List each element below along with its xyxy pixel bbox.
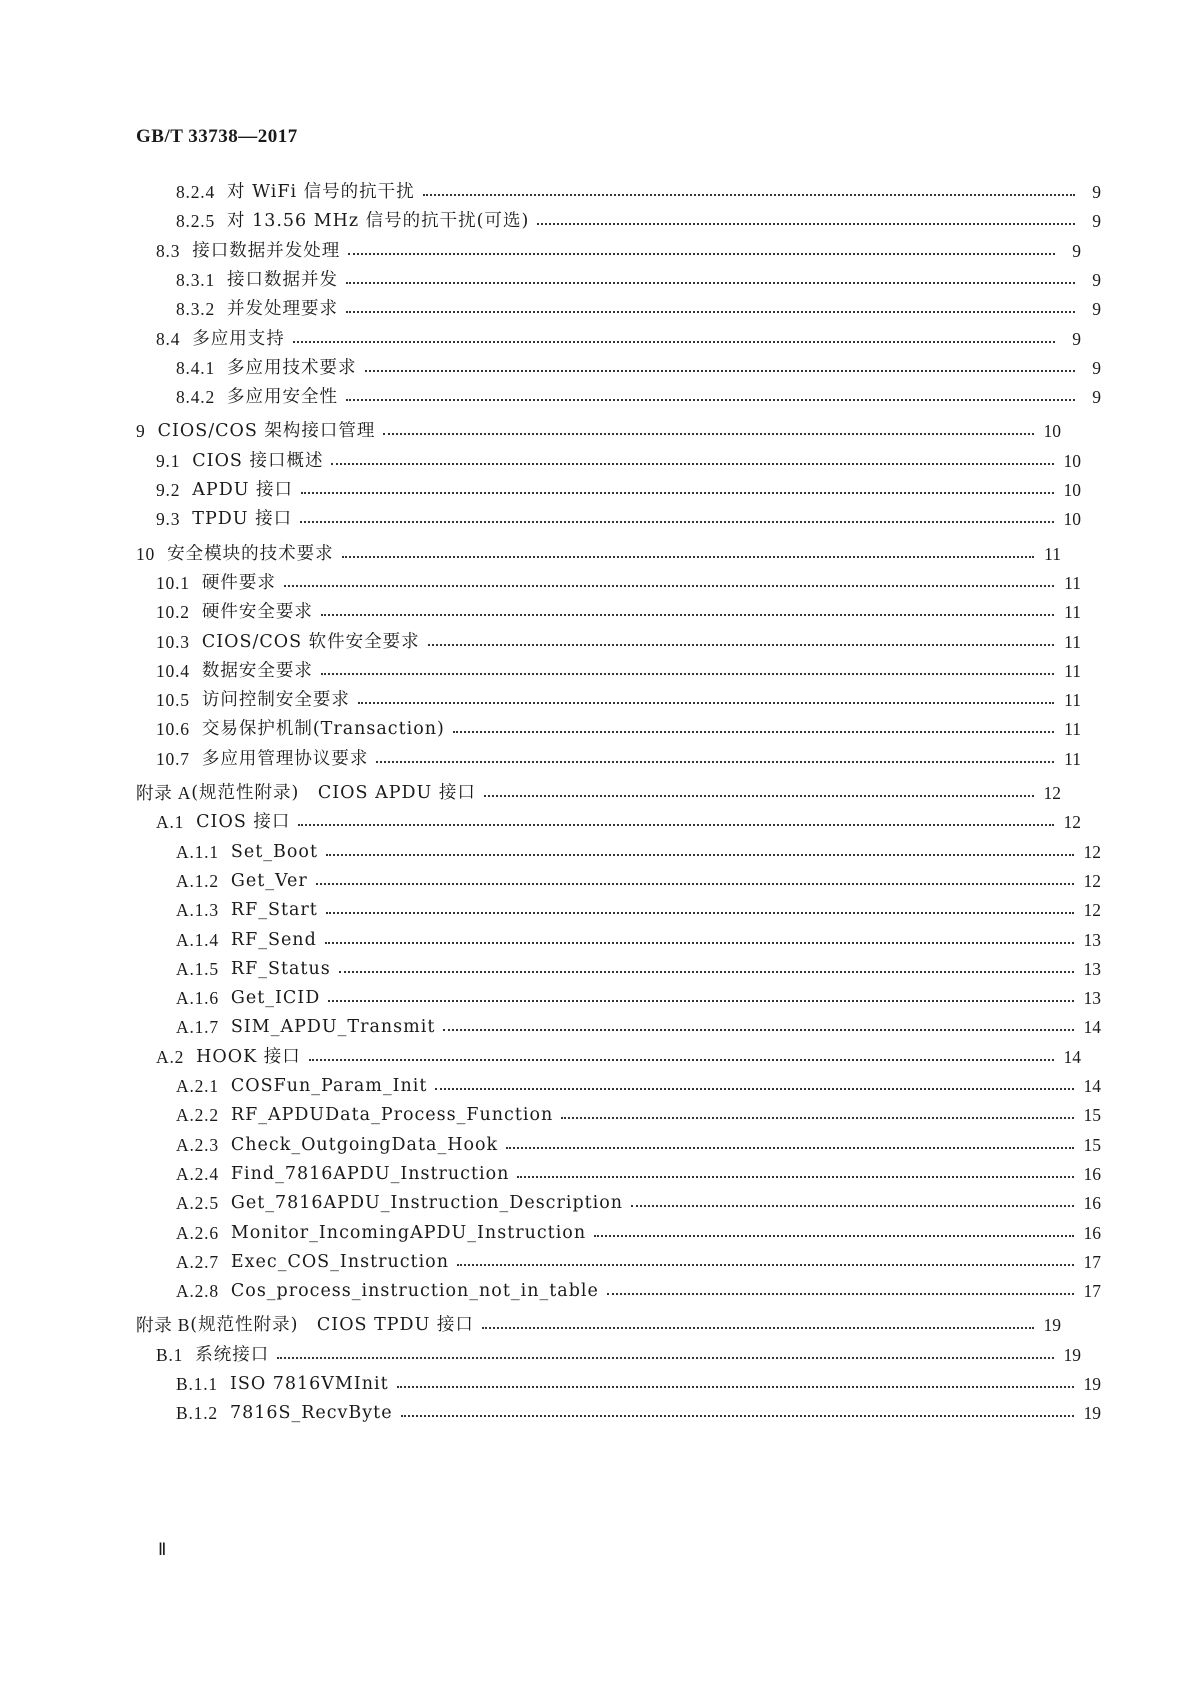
- document-id-header: [136, 126, 298, 148]
- toc-entry-page: 12: [1043, 783, 1061, 803]
- dot-leader: [594, 1218, 1073, 1248]
- toc-entry-number: 8.3.1: [176, 269, 215, 290]
- toc-entry-number: 10.6: [156, 719, 190, 740]
- toc-entry-page: 9: [1072, 240, 1081, 261]
- toc-entry[interactable]: [136, 1310, 1061, 1340]
- toc-entry-title: Cos_process_instruction_not_in_table: [230, 1281, 599, 1302]
- toc-entry-title: HOOK 接口: [196, 1046, 301, 1067]
- toc-entry[interactable]: [136, 1042, 1081, 1072]
- dot-leader: [277, 1340, 1053, 1370]
- toc-entry-title: (规范性附录) CIOS APDU 接口: [191, 783, 476, 803]
- toc-entry-title: 交易保护机制(Transaction): [201, 719, 445, 740]
- toc-entry[interactable]: [136, 324, 1081, 354]
- toc-entry[interactable]: [136, 1340, 1081, 1370]
- toc-entry-page: 11: [1064, 719, 1081, 740]
- document-id: GB/T 33738—2017: [136, 126, 298, 147]
- toc-entry-title: 多应用支持: [192, 328, 285, 349]
- toc-entry[interactable]: [136, 656, 1081, 686]
- toc-entry[interactable]: [136, 539, 1061, 569]
- dot-leader: [342, 539, 1035, 569]
- toc-entry-number: 8.2.5: [176, 211, 215, 232]
- dot-leader: [506, 1130, 1073, 1160]
- toc-entry[interactable]: [136, 925, 1101, 955]
- dot-leader: [453, 714, 1054, 744]
- toc-entry[interactable]: [136, 353, 1101, 383]
- toc-entry-title: Get_ICID: [230, 988, 321, 1009]
- toc-entry-number: 10.5: [156, 690, 190, 711]
- toc-entry-title: 系统接口: [195, 1344, 270, 1365]
- toc-entry-number: 9.2: [156, 480, 181, 500]
- toc-entry[interactable]: [136, 685, 1081, 715]
- dot-leader: [301, 475, 1053, 505]
- toc-entry[interactable]: [136, 1012, 1101, 1042]
- toc-entry-number: 10.1: [156, 572, 190, 593]
- toc-entry-page: 14: [1083, 1017, 1101, 1038]
- toc-entry-number: A.1: [156, 812, 185, 833]
- dot-leader: [397, 1369, 1074, 1399]
- toc-entry-page: 19: [1043, 1315, 1061, 1336]
- dot-leader: [561, 1100, 1073, 1130]
- toc-entry-page: 9: [1092, 357, 1101, 378]
- dot-leader: [331, 446, 1053, 476]
- toc-entry-number: 10.2: [156, 602, 190, 623]
- toc-entry-number: A.1.3: [176, 900, 219, 921]
- toc-entry-title: Exec_COS_Instruction: [230, 1251, 449, 1272]
- toc-entry[interactable]: [136, 807, 1081, 837]
- toc-entry-page: 12: [1083, 900, 1101, 921]
- toc-entry[interactable]: [136, 1276, 1101, 1306]
- dot-leader: [537, 206, 1075, 236]
- toc-entry-title: RF_Send: [230, 929, 317, 950]
- toc-entry-number: 9.1: [156, 450, 181, 471]
- toc-entry-number: A.2.2: [176, 1105, 219, 1126]
- toc-entry[interactable]: [136, 475, 1081, 505]
- dot-leader: [339, 954, 1074, 984]
- toc-entry[interactable]: [136, 568, 1081, 598]
- toc-entry-page: 13: [1083, 988, 1101, 1009]
- toc-entry-page: 12: [1083, 841, 1101, 862]
- toc-entry-title: APDU 接口: [192, 480, 294, 500]
- toc-entry-number: A.2.8: [176, 1281, 219, 1302]
- toc-entry-number: 8.4: [156, 328, 181, 349]
- toc-entry-page: 15: [1083, 1105, 1101, 1126]
- dot-leader: [607, 1276, 1074, 1306]
- toc-entry-page: 16: [1083, 1163, 1101, 1184]
- toc-entry[interactable]: [136, 382, 1101, 412]
- dot-leader: [517, 1159, 1073, 1189]
- dot-leader: [365, 353, 1076, 383]
- dot-leader: [484, 778, 1034, 808]
- dot-leader: [298, 807, 1053, 837]
- toc-entry-page: 19: [1063, 1344, 1081, 1365]
- toc-entry-page: 17: [1083, 1281, 1101, 1302]
- toc-entry-number: A.1.1: [176, 841, 219, 862]
- toc-entry-number: 8.3: [156, 240, 181, 261]
- dot-leader: [358, 685, 1054, 715]
- toc-entry-number: A.2.3: [176, 1134, 219, 1155]
- toc-entry-number: 10.7: [156, 748, 190, 769]
- toc-entry-number: 8.4.2: [176, 387, 215, 408]
- toc-entry-page: 9: [1072, 328, 1081, 349]
- toc-entry[interactable]: [136, 1100, 1101, 1130]
- toc-entry-page: 10: [1063, 480, 1081, 500]
- toc-entry-title: 对 WiFi 信号的抗干扰: [227, 182, 415, 202]
- toc-entry-page: 11: [1064, 572, 1081, 593]
- toc-entry-title: TPDU 接口: [192, 509, 293, 530]
- toc-entry-title: SIM_APDU_Transmit: [230, 1017, 436, 1038]
- toc-entry-page: 9: [1092, 299, 1101, 320]
- toc-entry-title: CIOS/COS 软件安全要求: [201, 631, 420, 652]
- toc-entry[interactable]: [136, 837, 1101, 867]
- toc-entry[interactable]: [136, 1188, 1101, 1218]
- toc-entry-title: Find_7816APDU_Instruction: [230, 1163, 510, 1184]
- toc-entry-number: A.1.5: [176, 958, 219, 979]
- toc-entry-title: 硬件安全要求: [201, 602, 313, 623]
- toc-entry[interactable]: [136, 1247, 1101, 1277]
- toc-entry-number: B.1.2: [176, 1403, 218, 1424]
- toc-entry-page: 10: [1043, 421, 1061, 442]
- toc-entry-number: B.1: [156, 1344, 184, 1365]
- toc-entry-title: RF_Start: [230, 900, 318, 921]
- toc-entry-title: (规范性附录) CIOS TPDU 接口: [190, 1315, 474, 1336]
- toc-entry-page: 13: [1083, 929, 1101, 950]
- toc-entry[interactable]: [136, 895, 1101, 925]
- toc-entry[interactable]: [136, 1369, 1101, 1399]
- toc-entry[interactable]: [136, 744, 1081, 774]
- toc-entry-title: COSFun_Param_Init: [230, 1076, 428, 1096]
- dot-leader: [443, 1012, 1073, 1042]
- toc-entry-title: CIOS 接口概述: [192, 450, 324, 471]
- toc-entry[interactable]: [136, 1130, 1101, 1160]
- dot-leader: [346, 382, 1075, 412]
- toc-entry-number: A.2: [156, 1046, 185, 1067]
- toc-entry-page: 11: [1064, 748, 1081, 769]
- toc-entry-page: 16: [1083, 1193, 1101, 1214]
- dot-leader: [326, 837, 1074, 867]
- toc-entry-page: 13: [1083, 958, 1101, 979]
- toc-entry[interactable]: [136, 294, 1101, 324]
- toc-entry-number: 附录 B: [136, 1315, 191, 1336]
- toc-entry-title: 多应用管理协议要求: [201, 748, 369, 769]
- toc-entry-number: A.1.6: [176, 988, 219, 1009]
- dot-leader: [293, 324, 1055, 354]
- toc-entry-number: 8.3.2: [176, 299, 215, 320]
- toc-entry-title: ISO 7816VMInit: [229, 1374, 389, 1394]
- toc-entry-number: B.1.1: [176, 1374, 218, 1394]
- dot-leader: [482, 1310, 1034, 1340]
- page-number: Ⅱ: [158, 1540, 167, 1559]
- dot-leader: [284, 568, 1054, 598]
- toc-entry-number: A.2.5: [176, 1193, 219, 1214]
- toc-entry-number: 附录 A: [136, 783, 192, 803]
- dot-leader: [428, 627, 1054, 657]
- toc-entry-title: 7816S_RecvByte: [229, 1403, 393, 1424]
- toc-entry-title: 多应用安全性: [227, 387, 338, 408]
- toc-entry[interactable]: [136, 206, 1101, 236]
- toc-entry-title: RF_APDUData_Process_Function: [230, 1105, 554, 1126]
- toc-entry-number: A.1.4: [176, 929, 219, 950]
- dot-leader: [631, 1188, 1073, 1218]
- toc-entry-page: 11: [1044, 543, 1061, 564]
- toc-entry-title: Monitor_IncomingAPDU_Instruction: [230, 1222, 587, 1243]
- toc-entry-title: CIOS/COS 架构接口管理: [157, 421, 376, 442]
- toc-entry-page: 10: [1063, 509, 1081, 530]
- toc-entry-title: Get_7816APDU_Instruction_Description: [230, 1193, 624, 1214]
- toc-entry-number: A.2.6: [176, 1222, 219, 1243]
- toc-entry[interactable]: [136, 265, 1101, 295]
- toc-entry-title: 并发处理要求: [227, 299, 338, 320]
- toc-entry-page: 11: [1064, 690, 1081, 711]
- toc-entry-number: A.1.2: [176, 870, 219, 891]
- toc-entry-page: 11: [1064, 660, 1081, 681]
- toc-entry[interactable]: [136, 866, 1101, 896]
- toc-entry[interactable]: [136, 446, 1081, 476]
- dot-leader: [376, 744, 1054, 774]
- toc-entry-number: 8.2.4: [176, 182, 215, 202]
- dot-leader: [383, 416, 1033, 446]
- toc-entry-number: 9.3: [156, 509, 181, 530]
- toc-entry[interactable]: [136, 1398, 1101, 1428]
- toc-entry-number: A.2.4: [176, 1163, 219, 1184]
- toc-entry[interactable]: [136, 504, 1081, 534]
- toc-entry-number: A.2.7: [176, 1251, 219, 1272]
- toc-entry-title: 硬件要求: [201, 572, 276, 593]
- dot-leader: [321, 656, 1054, 686]
- toc-entry-title: 安全模块的技术要求: [167, 543, 334, 564]
- toc-entry-title: 多应用技术要求: [227, 357, 357, 378]
- toc-entry-title: CIOS 接口: [196, 812, 291, 833]
- toc-entry-page: 14: [1063, 1046, 1081, 1067]
- toc-entry-page: 9: [1092, 387, 1101, 408]
- toc-entry-page: 9: [1092, 211, 1101, 232]
- dot-leader: [309, 1042, 1054, 1072]
- toc-entry-title: 访问控制安全要求: [201, 690, 350, 711]
- toc-entry[interactable]: [136, 1218, 1101, 1248]
- toc-entry-title: RF_Status: [230, 958, 331, 979]
- toc-entry-number: 8.4.1: [176, 357, 215, 378]
- toc-entry-title: 数据安全要求: [201, 660, 313, 681]
- toc-entry-title: Get_Ver: [230, 870, 308, 891]
- toc-entry-number: A.2.1: [176, 1076, 219, 1096]
- toc-entry-page: 17: [1083, 1251, 1101, 1272]
- toc-entry-number: 10: [136, 543, 156, 564]
- toc-entry[interactable]: [136, 714, 1081, 744]
- dot-leader: [423, 177, 1075, 207]
- toc-entry-page: 9: [1092, 182, 1101, 202]
- toc-entry-title: 接口数据并发处理: [192, 240, 341, 261]
- toc-entry[interactable]: [136, 416, 1061, 446]
- dot-leader: [401, 1398, 1074, 1428]
- toc-entry[interactable]: [136, 954, 1101, 984]
- dot-leader: [325, 925, 1074, 955]
- dot-leader: [346, 294, 1075, 324]
- toc-entry-page: 15: [1083, 1134, 1101, 1155]
- toc-entry[interactable]: [136, 236, 1081, 266]
- dot-leader: [457, 1247, 1074, 1277]
- dot-leader: [300, 504, 1053, 534]
- toc-entry-page: 12: [1083, 870, 1101, 891]
- dot-leader: [316, 866, 1074, 896]
- toc-entry[interactable]: [136, 177, 1101, 207]
- toc-entry-page: 12: [1063, 812, 1081, 833]
- dot-leader: [321, 597, 1054, 627]
- toc-entry-number: 10.4: [156, 660, 190, 681]
- toc-entry-title: 对 13.56 MHz 信号的抗干扰(可选): [227, 211, 530, 232]
- toc-entry-title: Set_Boot: [230, 841, 318, 862]
- toc-entry-number: 10.3: [156, 631, 190, 652]
- dot-leader: [328, 983, 1073, 1013]
- toc-entry[interactable]: [136, 983, 1101, 1013]
- toc-entry-page: 9: [1092, 269, 1101, 290]
- toc-entry-page: 19: [1083, 1403, 1101, 1424]
- dot-leader: [348, 236, 1055, 266]
- toc-entry-page: 19: [1083, 1374, 1101, 1394]
- toc-entry[interactable]: [136, 627, 1081, 657]
- toc-entry[interactable]: [136, 1071, 1101, 1101]
- dot-leader: [346, 265, 1075, 295]
- dot-leader: [326, 895, 1074, 925]
- toc-entry-page: 11: [1064, 631, 1081, 652]
- toc-entry[interactable]: [136, 597, 1081, 627]
- toc-entry-page: 16: [1083, 1222, 1101, 1243]
- toc-entry-title: 接口数据并发: [227, 269, 338, 290]
- toc-entry[interactable]: [136, 1159, 1101, 1189]
- toc-entry-page: 11: [1064, 602, 1081, 623]
- toc-entry-title: Check_OutgoingData_Hook: [230, 1134, 499, 1155]
- toc-entry-page: 14: [1083, 1076, 1101, 1096]
- toc-entry[interactable]: [136, 778, 1061, 808]
- toc-entry-number: A.1.7: [176, 1017, 219, 1038]
- toc-entry-page: 10: [1063, 450, 1081, 471]
- dot-leader: [435, 1071, 1073, 1101]
- toc-entry-number: 9: [136, 421, 146, 442]
